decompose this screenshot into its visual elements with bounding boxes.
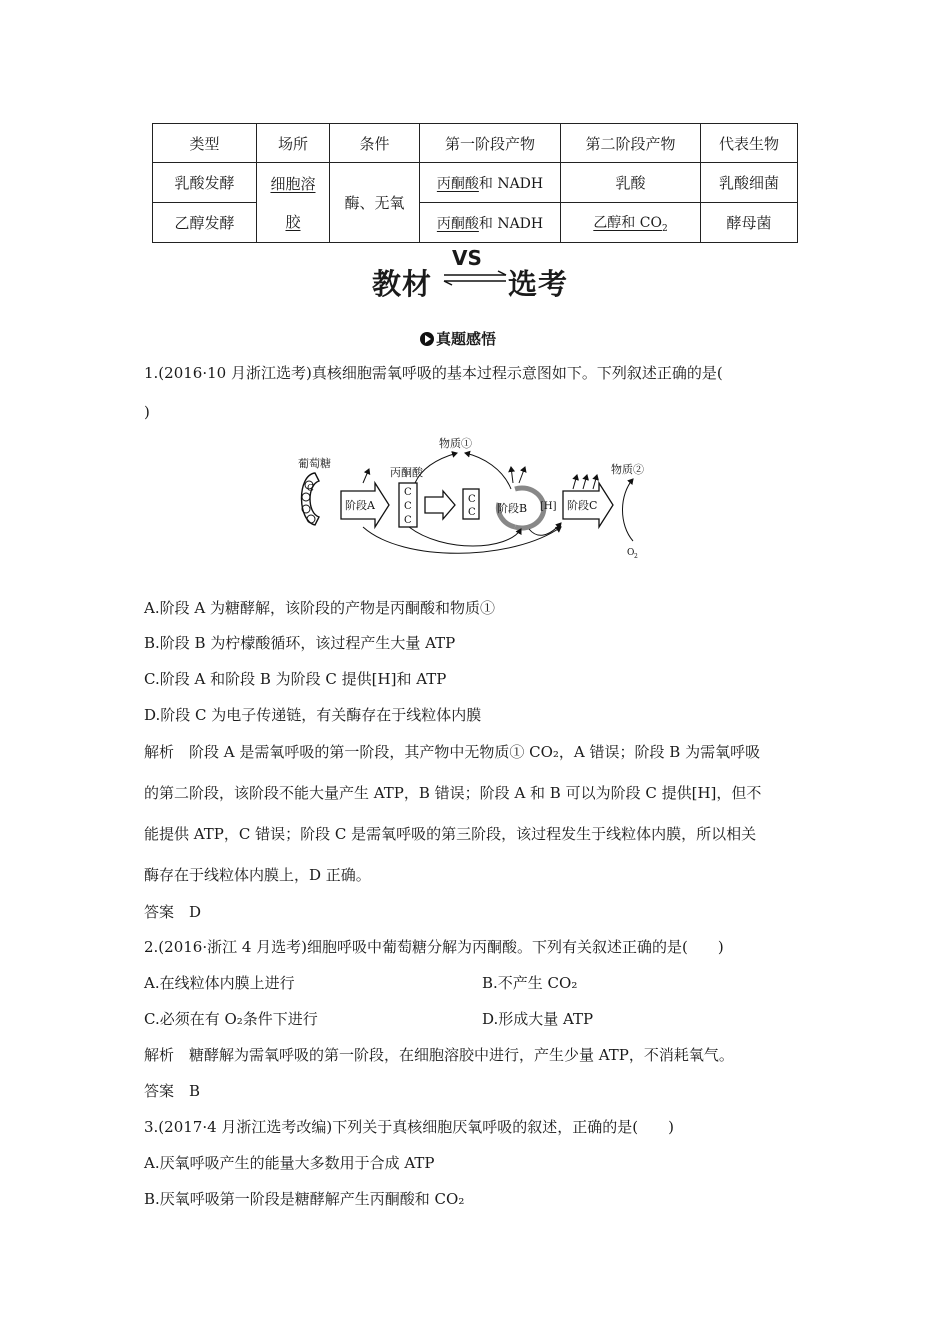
section-title-text: 真题感悟 bbox=[436, 330, 497, 348]
table-cell-second: 乳酸 bbox=[561, 163, 701, 203]
q2-option-a: A.在线粒体内膜上进行 bbox=[144, 974, 295, 992]
stage-a-label: 阶段A bbox=[345, 499, 375, 512]
second-product: 乙醇和 CO bbox=[593, 214, 662, 231]
table-cell-first bbox=[420, 203, 561, 243]
q1-analysis-line: 能提供 ATP，C 错误；阶段 C 是需氧呼吸的第三阶段，该过程发生于线粒体内膜，所以相关 bbox=[144, 825, 757, 843]
table-header: 代表生物 bbox=[701, 124, 798, 163]
table-header-row bbox=[153, 124, 798, 163]
co2-subscript: 2 bbox=[661, 223, 668, 234]
first-product: 丙酮酸 bbox=[436, 175, 479, 192]
q1-stem: 1.(2016·10 月浙江选考)真核细胞需氧呼吸的基本过程示意图如下。下列叙述正确的是( bbox=[144, 364, 723, 382]
table-cell-condition: 酶、无氧 bbox=[330, 163, 420, 243]
q1-stem-end: ) bbox=[144, 403, 150, 421]
o2-subscript: 2 bbox=[634, 553, 638, 560]
aerobic-respiration-diagram bbox=[293, 433, 663, 563]
q3-option-a: A.厌氧呼吸产生的能量大多数用于合成 ATP bbox=[144, 1154, 435, 1172]
q1-option-a: A.阶段 A 为糖酵解，该阶段的产物是丙酮酸和物质① bbox=[144, 599, 495, 617]
table-header: 类型 bbox=[153, 124, 257, 163]
table-cell-second bbox=[561, 203, 701, 243]
table-header: 第一阶段产物 bbox=[420, 124, 561, 163]
table-header: 条件 bbox=[330, 124, 420, 163]
banner-left: 教材 bbox=[372, 267, 433, 301]
table-cell-place bbox=[257, 163, 330, 243]
carbon-label: C bbox=[468, 494, 476, 505]
table-row bbox=[153, 163, 798, 203]
q1-analysis-line: 酶存在于线粒体内膜上，D 正确。 bbox=[144, 866, 371, 884]
h-label: [H] bbox=[540, 501, 557, 512]
q1-option-d: D.阶段 C 为电子传递链，有关酶存在于线粒体内膜 bbox=[144, 706, 482, 724]
table-cell-first bbox=[420, 163, 561, 203]
banner-vs: VS bbox=[452, 246, 482, 270]
first-product: 丙酮酸 bbox=[436, 215, 479, 232]
substance-2-label: 物质② bbox=[611, 463, 644, 476]
o2-label: O bbox=[627, 548, 635, 558]
q3-stem: 3.(2017·4 月浙江选考改编)下列关于真核细胞厌氧呼吸的叙述，正确的是( ) bbox=[144, 1118, 674, 1136]
q1-analysis-line: 的第二阶段，该阶段不能大量产生 ATP，B 错误；阶段 A 和 B 可以为阶段 C 提供[H]，但不 bbox=[144, 784, 762, 802]
carbon-label: C bbox=[404, 515, 412, 526]
table-cell-type: 乳酸发酵 bbox=[153, 163, 257, 203]
place-line1: 细胞溶 bbox=[270, 174, 316, 193]
place-line2: 胶 bbox=[285, 212, 301, 231]
stage-b-label: 阶段B bbox=[497, 502, 528, 515]
q2-answer: 答案 B bbox=[144, 1082, 201, 1100]
table-cell-type: 乙醇发酵 bbox=[153, 203, 257, 243]
table-cell-organism: 酵母菌 bbox=[701, 203, 798, 243]
carbon-label: C bbox=[404, 487, 412, 498]
q1-option-c: C.阶段 A 和阶段 B 为阶段 C 提供[H]和 ATP bbox=[144, 670, 447, 688]
carbon-label: C bbox=[307, 484, 314, 494]
fermentation-table bbox=[152, 123, 798, 243]
stage-c-label: 阶段C bbox=[567, 499, 598, 512]
carbon-label: C bbox=[468, 507, 476, 518]
pyruvate-label: 丙酮酸 bbox=[390, 466, 423, 479]
substance-1-label: 物质① bbox=[439, 437, 472, 450]
first-product-suffix: 和 NADH bbox=[478, 215, 544, 232]
double-arrow-icon bbox=[440, 270, 510, 286]
q2-option-b: B.不产生 CO₂ bbox=[482, 974, 578, 992]
textbook-vs-exam-banner bbox=[360, 246, 590, 300]
section-title bbox=[420, 328, 496, 349]
q2-option-c: C.必须在有 O₂条件下进行 bbox=[144, 1010, 318, 1028]
play-icon bbox=[420, 332, 434, 346]
table-header: 第二阶段产物 bbox=[561, 124, 701, 163]
carbon-label: C bbox=[404, 501, 412, 512]
table-row bbox=[153, 203, 798, 243]
q2-analysis: 解析 糖酵解为需氧呼吸的第一阶段，在细胞溶胶中进行，产生少量 ATP，不消耗氧气。 bbox=[144, 1046, 734, 1064]
q2-option-d: D.形成大量 ATP bbox=[482, 1010, 594, 1028]
q3-option-b: B.厌氧呼吸第一阶段是糖酵解产生丙酮酸和 CO₂ bbox=[144, 1190, 465, 1208]
q1-option-b: B.阶段 B 为柠檬酸循环，该过程产生大量 ATP bbox=[144, 634, 456, 652]
table-header: 场所 bbox=[257, 124, 330, 163]
banner-right: 选考 bbox=[508, 267, 569, 301]
first-product-suffix: 和 NADH bbox=[478, 175, 544, 192]
q1-answer: 答案 D bbox=[144, 903, 202, 921]
q2-stem: 2.(2016·浙江 4 月选考)细胞呼吸中葡萄糖分解为丙酮酸。下列有关叙述正确的是( ) bbox=[144, 938, 724, 956]
glucose-label: 葡萄糖 bbox=[298, 457, 331, 470]
q1-analysis-line: 解析 阶段 A 是需氧呼吸的第一阶段，其产物中无物质① CO₂，A 错误；阶段 B 为需氧呼吸 bbox=[144, 743, 761, 761]
table-cell-organism: 乳酸细菌 bbox=[701, 163, 798, 203]
